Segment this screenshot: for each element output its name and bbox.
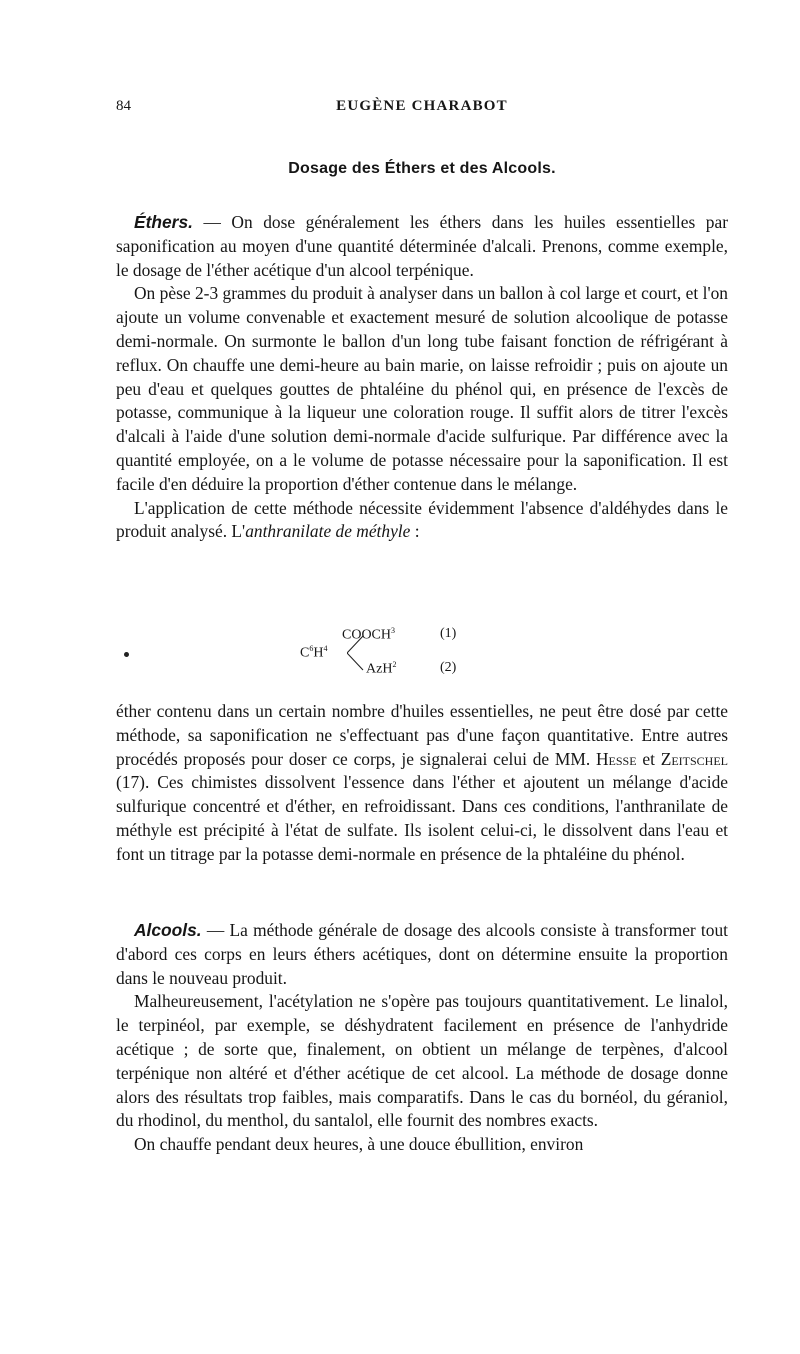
ethers-paragraph-1	[116, 211, 728, 282]
alcools-lead: Alcools.	[134, 920, 202, 940]
page-header	[116, 98, 728, 120]
ethers-lead: Éthers.	[134, 212, 193, 232]
formula-position-2: (2)	[440, 660, 457, 675]
after-formula-between: et	[636, 748, 661, 769]
ethers-paragraph-3	[116, 497, 728, 545]
alcools-section	[116, 919, 728, 1157]
ethers-section	[116, 211, 728, 544]
formula-base: $C^6H^4$	[300, 644, 328, 661]
stray-dot-mark	[124, 652, 129, 657]
author-zeitschel: Zeitschel	[660, 748, 728, 769]
after-formula-section	[116, 700, 728, 867]
formula-top-group: COOCH$^3$	[342, 626, 396, 643]
running-head: EUGÈNE CHARABOT	[336, 98, 508, 114]
anthranilate-italic: anthranilate de méthyle	[245, 521, 411, 542]
alcools-paragraph-2: Malheureusement, l'acétylation ne s'opère pas toujours quantitativement. Le linalol, le terpinéol, par exemple, se déshydratent facilement en présence de l'anhydride acétique ; de sorte que, finalement, on obtient un mélange de terpènes, d'alcool terpénique non altéré et d'éther acétique de cet alcool. La méthode de dosage donne alors des résultats trop faibles, mais comparatifs. Dans le cas du bornéol, du géraniol, du rhodinol, du menthol, du santalol, elle fournit des nombres exacts.	[116, 991, 728, 1131]
after-formula-text-end: (17). Ces chimistes dissolvent l'essence dans l'éther et ajoutent un mélange d'acide sulfurique concentré et d'éther, en refroidissant. Dans ces conditions, l'anthranilate de méthyle est précipité à l'état de sulfate. Ils isolent celui-ci, le dissolvent dans l'eau et font un titrage par la potasse demi-normale en présence de la phtaléine du phénol.	[116, 772, 728, 864]
section-title: Dosage des Éthers et des Alcools.	[288, 160, 556, 177]
alcools-paragraph-3: On chauffe pendant deux heures, à une douce ébullition, environ	[134, 1134, 584, 1155]
alcools-paragraph-1-text: — La méthode générale de dosage des alcools consiste à transformer tout d'abord ces corps en leurs éthers acétiques, dont on détermine ensuite la proportion dans le nouveau produit.	[116, 920, 728, 988]
chemical-formula	[300, 622, 640, 678]
ethers-paragraph-1-text: — On dose généralement les éthers dans les huiles essentielles par saponification au moyen d'une quantité déterminée d'alcali. Prenons, comme exemple, le dosage de l'éther acétique d'un alcool terpénique.	[116, 212, 728, 280]
alcools-paragraph-1	[116, 919, 728, 990]
formula-position-1: (1)	[440, 626, 457, 641]
after-formula-text-start: éther contenu dans un certain nombre d'huiles essentielles, ne peut être dosé par cette méthode, sa saponification ne s'effectuant pas d'une façon quantitative. Entre autres procédés proposés pour doser ce corps, je signalerai celui de MM.	[116, 701, 728, 769]
page-number: 84	[116, 98, 131, 114]
after-formula-paragraph	[116, 700, 728, 867]
ethers-paragraph-3-text: L'application de cette méthode nécessite évidemment l'absence d'aldéhydes dans le produit analysé. L'	[116, 497, 728, 542]
author-hesse: Hesse	[595, 748, 637, 769]
ethers-paragraph-2: On pèse 2-3 grammes du produit à analyser dans un ballon à col large et court, et l'on ajoute un volume convenable et exactement mesuré de solution alcoolique de potasse demi-normale. On surmonte le ballon d'un long tube faisant fonction de réfrigérant à reflux. On chauffe une demi-heure au bain marie, on laisse refroidir ; puis on ajoute un peu d'eau et quelques gouttes de phtaléine du phénol qui, en présence de l'excès de potasse, communique à la liqueur une coloration rouge. Il suffit alors de titrer l'excès d'alcali à l'aide d'une solution demi-normale d'acide sulfurique. Par différence avec la quantité employée, on a le volume de potasse nécessaire pour la saponification. Il est facile d'en déduire la proportion d'éther contenue dans le mélange.	[116, 283, 728, 494]
ethers-paragraph-3-end: :	[410, 521, 420, 542]
formula-bottom-group: AzH$^2$	[366, 660, 397, 677]
